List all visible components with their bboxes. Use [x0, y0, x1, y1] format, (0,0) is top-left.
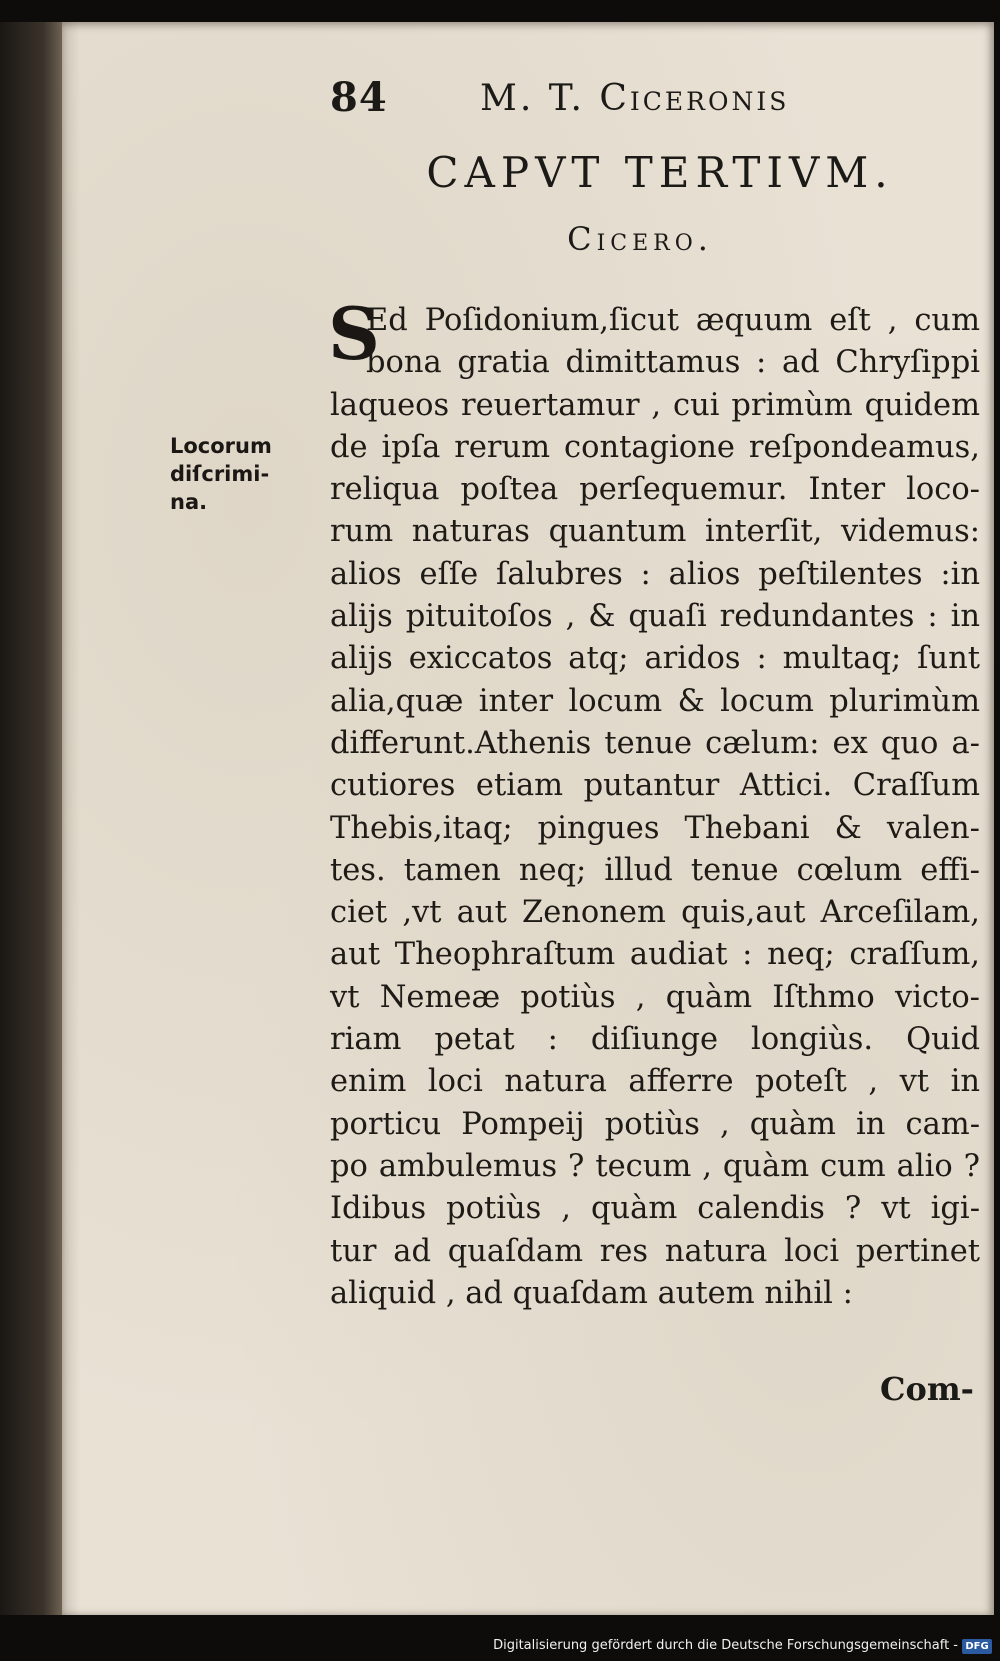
marginal-note-line: diſcrimi-	[170, 462, 270, 486]
page-number: 84	[330, 74, 388, 121]
text-line: alios eſſe ſalubres : alios peſtilentes :in	[330, 556, 980, 592]
text-line: tes. tamen neq; illud tenue cœlum effi-	[330, 852, 980, 888]
catchword: Com-	[880, 1370, 974, 1408]
footer-credit: Digitalisierung gefördert durch die Deutsche Forschungsgemeinschaft -	[493, 1638, 958, 1653]
text-line: tur ad quaſdam res natura loci pertinet	[330, 1233, 980, 1269]
speaker-heading: Cicero.	[567, 220, 713, 258]
text-line: alijs exiccatos atq; aridos : multaq; ſunt	[330, 641, 980, 677]
running-head	[330, 74, 860, 124]
running-title: M. T. Ciceronis	[480, 78, 790, 119]
text-line: rum naturas quantum interſit, videmus:	[330, 514, 980, 550]
text-line: ciet ,vt aut Zenonem quis,aut Arceſilam,	[330, 895, 980, 931]
book-gutter	[0, 22, 62, 1615]
text-line: cutiores etiam putantur Attici. Craſſum	[330, 768, 980, 804]
text-line: differunt.Athenis tenue cælum: ex quo a-	[330, 725, 980, 761]
text-line: laqueos reuertamur , cui primùm quidem	[330, 387, 980, 423]
chapter-title: CAPVT TERTIVM.	[426, 148, 894, 197]
text-line: alijs pituitoſos , & quaſi redundantes : in	[330, 599, 980, 635]
text-line: Thebis,itaq; pingues Thebani & valen-	[330, 810, 980, 846]
text-line: vt Nemeæ potiùs , quàm Iſthmo victo-	[330, 979, 980, 1015]
body-text	[328, 291, 980, 1315]
drop-cap: S	[328, 291, 380, 376]
text-line: Ed Poſidonium,ſicut æquum eſt , cum	[366, 303, 980, 338]
text-line: alia,quæ inter locum & locum plurimùm	[330, 683, 980, 719]
marginal-note	[170, 432, 305, 516]
text-line: bona gratia dimittamus : ad Chryſippi	[366, 345, 980, 381]
text-line: enim loci natura afferre poteſt , vt in	[330, 1064, 980, 1100]
marginal-note-line: Locorum	[170, 434, 272, 458]
text-line: aut Theophraſtum audiat : neq; craſſum,	[330, 937, 980, 973]
text-line: reliqua poſtea perſequemur. Inter loco-	[330, 472, 980, 508]
marginal-note-line: na.	[170, 490, 208, 514]
text-line: Idibus potiùs , quàm calendis ? vt igi-	[330, 1191, 980, 1227]
text-line: porticu Pompeij potiùs , quàm in cam-	[330, 1106, 980, 1142]
dfg-logo-icon: DFG	[962, 1639, 992, 1654]
text-line: de ipſa rerum contagione reſpondeamus,	[330, 429, 980, 465]
text-line: riam petat : diſiunge longiùs. Quid	[330, 1022, 980, 1058]
text-line: aliquid , ad quaſdam autem nihil :	[330, 1275, 853, 1311]
footer-bar	[0, 1615, 1000, 1661]
text-line: po ambulemus ? tecum , quàm cum alio ?	[330, 1148, 980, 1184]
